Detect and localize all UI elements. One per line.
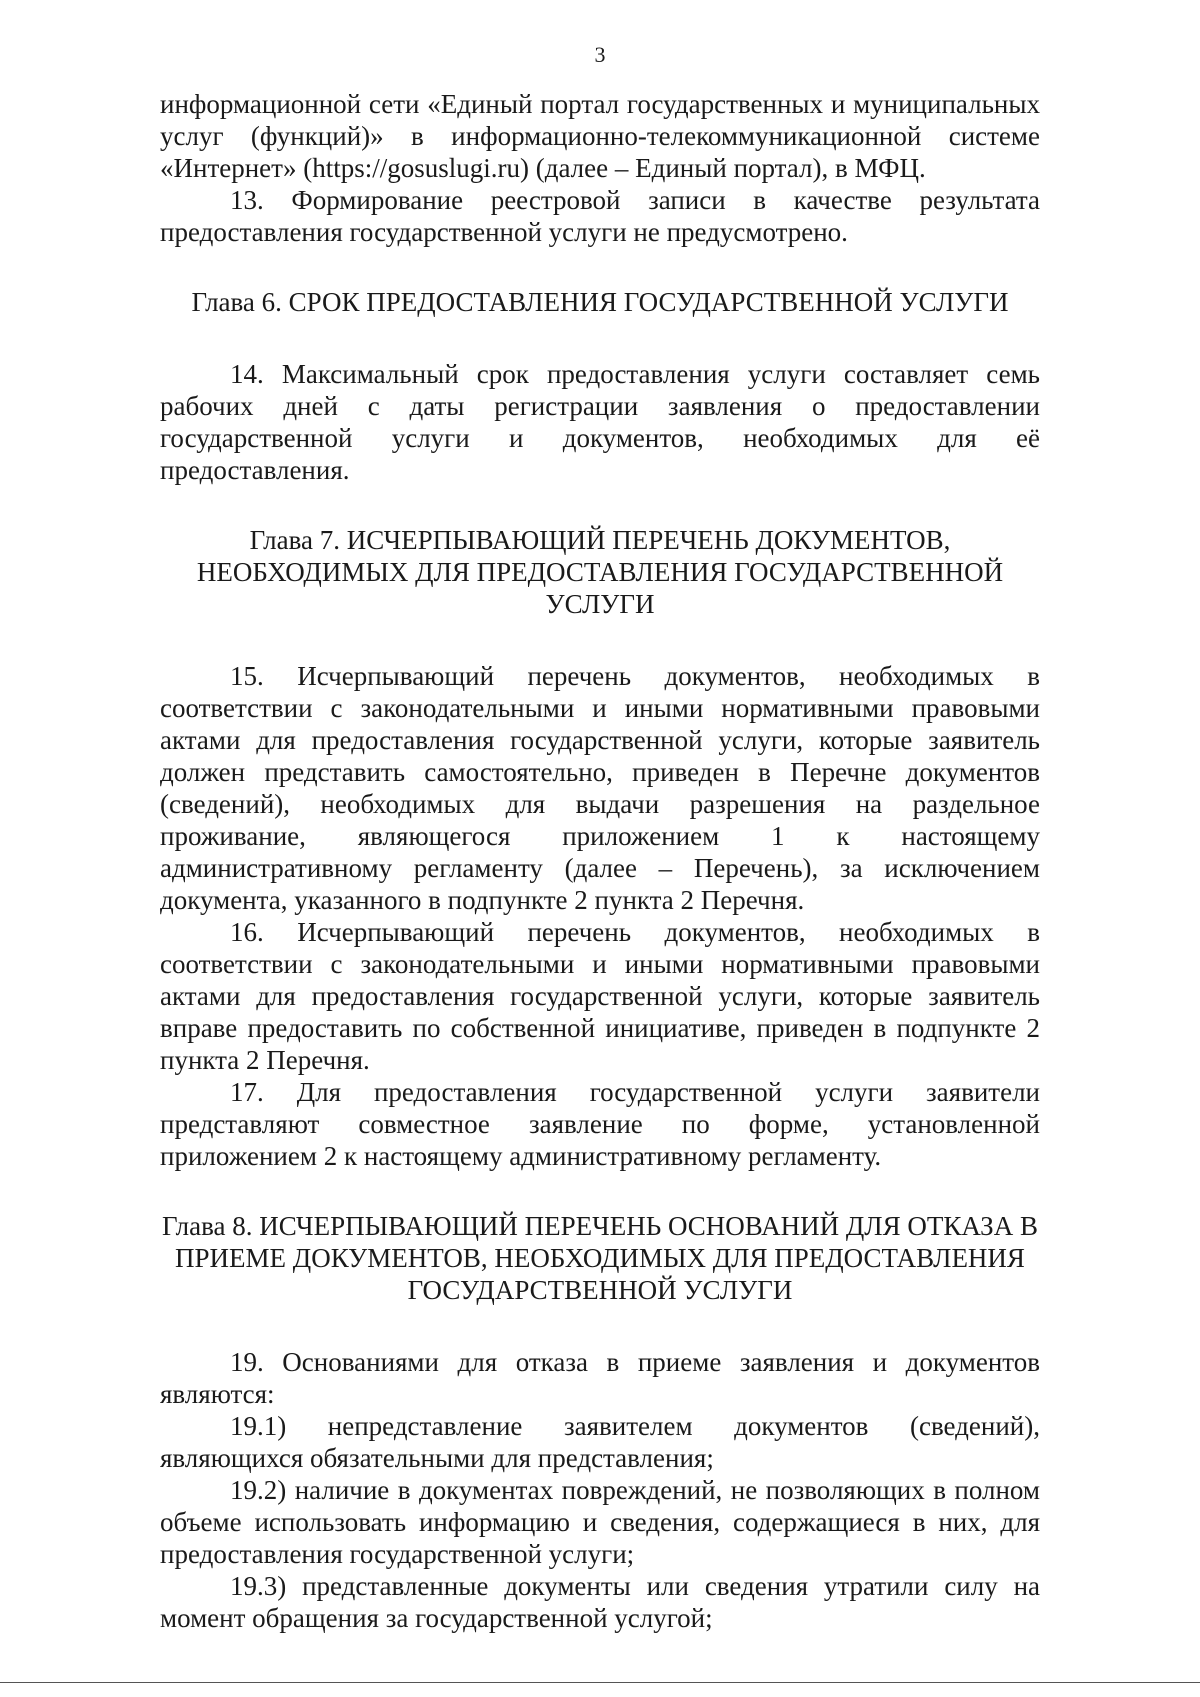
intro-paragraph: информационной сети «Единый портал государственных и муниципальных услуг (функций)» в информационно-телекоммуникационной системе «Интернет» (https://gosuslugi.ru) (далее – Единый портал), в МФЦ.	[160, 89, 1040, 183]
paragraph-14: 14. Максимальный срок предоставления услуги составляет семь рабочих дней с даты регистрации заявления о предоставлении государственной услуги и документов, необходимых для её предоставления.	[160, 359, 1040, 485]
chapter-6-heading: Глава 6. СРОК ПРЕДОСТАВЛЕНИЯ ГОСУДАРСТВЕННОЙ УСЛУГИ	[191, 287, 1009, 317]
paragraph-19-3: 19.3) представленные документы или сведения утратили силу на момент обращения за государственной услугой;	[160, 1571, 1040, 1633]
document-body	[160, 88, 1040, 1634]
paragraph-19: 19. Основаниями для отказа в приеме заявления и документов являются:	[160, 1347, 1040, 1409]
paragraph-15: 15. Исчерпывающий перечень документов, необходимых в соответствии с законодательными и иными нормативными правовыми актами для предоставления государственной услуги, которые заявитель должен представить самостоятельно, приведен в Перечне документов (сведений), необходимых для выдачи разрешения на раздельное проживание, являющегося приложением 1 к настоящему административному регламенту (далее – Перечень), за исключением документа, указанного в подпункте 2 пункта 2 Перечня.	[160, 661, 1040, 915]
chapter-7-heading: Глава 7. ИСЧЕРПЫВАЮЩИЙ ПЕРЕЧЕНЬ ДОКУМЕНТОВ, НЕОБХОДИМЫХ ДЛЯ ПРЕДОСТАВЛЕНИЯ ГОСУДАРСТВЕННОЙ УСЛУГИ	[196, 525, 1004, 619]
paragraph-19-1: 19.1) непредставление заявителем документов (сведений), являющихся обязательными для представления;	[160, 1411, 1040, 1473]
paragraph-19-2: 19.2) наличие в документах повреждений, не позволяющих в полном объеме использовать информацию и сведения, содержащиеся в них, для предоставления государственной услуги;	[160, 1475, 1040, 1569]
paragraph-13: 13. Формирование реестровой записи в качестве результата предоставления государственной услуги не предусмотрено.	[160, 185, 1040, 247]
paragraph-16: 16. Исчерпывающий перечень документов, необходимых в соответствии с законодательными и иными нормативными правовыми актами для предоставления государственной услуги, которые заявитель вправе предоставить по собственной инициативе, приведен в подпункте 2 пункта 2 Перечня.	[160, 917, 1040, 1075]
page-number: 3	[594, 42, 606, 67]
bottom-scan-edge-line	[0, 1682, 1200, 1683]
paragraph-17: 17. Для предоставления государственной услуги заявители представляют совместное заявление по форме, установленной приложением 2 к настоящему административному регламенту.	[160, 1077, 1040, 1171]
chapter-8-heading: Глава 8. ИСЧЕРПЫВАЮЩИЙ ПЕРЕЧЕНЬ ОСНОВАНИЙ ДЛЯ ОТКАЗА В ПРИЕМЕ ДОКУМЕНТОВ, НЕОБХОДИМЫХ ДЛЯ ПРЕДОСТАВЛЕНИЯ ГОСУДАРСТВЕННОЙ УСЛУГИ	[162, 1211, 1038, 1305]
